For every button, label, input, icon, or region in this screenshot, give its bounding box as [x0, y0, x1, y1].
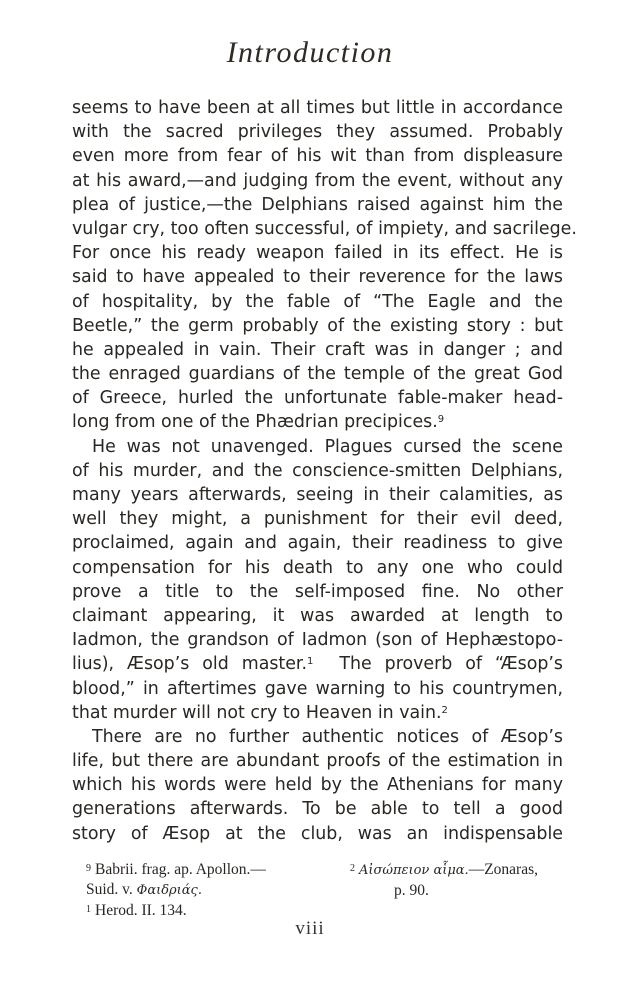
text-segment: long from one of the Phædrian precipices. [72, 412, 438, 433]
footnote-text: —Zonaras, [468, 861, 538, 878]
paragraph-first-line: There are no further authentic notices of Æsop’s [92, 726, 563, 747]
footnote-text: Herod. II. 134. [95, 902, 187, 919]
text-line [72, 701, 563, 725]
footnote-mark: 1 [86, 904, 91, 915]
text-line: of Greece, hurled the unfortunate fable-maker head- [72, 388, 563, 409]
footnote-2 [350, 860, 564, 881]
footnote-mark: 9 [86, 863, 91, 874]
text-line: seems to have been at all times but little in accordance [72, 98, 563, 118]
text-line: well they might, a punishment for their evil deed, [72, 509, 563, 530]
text-line: of hospitality, by the fable of “The Eagle and the [72, 291, 563, 312]
footnote-ref-9[interactable]: 9 [437, 414, 445, 426]
paragraph-first-line: He was not unavenged. Plagues cursed the scene [92, 436, 563, 457]
text-line: the enraged guardians of the temple of the great God [72, 364, 563, 385]
footnote-greek: Φαιδριάς. [136, 883, 202, 898]
footnote-ref-2[interactable]: 2 [441, 704, 448, 716]
footnote-9 [86, 860, 346, 880]
text-line: compensation for his death to any one who could [72, 557, 563, 578]
footnotes-right-column [350, 860, 564, 901]
text-line: story of Æsop at the club, was an indispensable [72, 823, 563, 844]
footnote-9-continued [86, 880, 346, 901]
text-line: said to have appealed to their reverence for the laws [72, 267, 563, 288]
footnote-ref-1[interactable]: 1 [307, 656, 314, 668]
text-line: many years afterwards, seeing in their calamities, as [72, 485, 563, 505]
text-line: claimant appearing, it was awarded at length to [72, 605, 563, 626]
text-line: proclaimed, again and again, their readiness to give [72, 533, 563, 554]
text-line: life, but there are abundant proofs of the estimation in [72, 751, 563, 772]
text-line [72, 410, 563, 434]
text-line: which his words were held by the Athenians for many [72, 775, 563, 796]
text-line: even more from fear of his wit than from displeasure [72, 146, 563, 167]
footnotes-left-column [86, 860, 346, 921]
text-line: Beetle,” the germ probably of the existing story : but [72, 315, 563, 336]
footnote-mark: 2 [350, 863, 355, 874]
running-title: Introduction [226, 36, 394, 69]
page-number: viii [295, 918, 325, 939]
text-segment: lius), Æsop’s old master. [72, 654, 308, 675]
text-line: at his award,—and judging from the event, without any [72, 170, 563, 191]
text-segment: The proverb of “Æsop’s [339, 654, 563, 675]
text-line: prove a title to the self-imposed fine. No other [72, 581, 563, 602]
text-line: he appealed in vain. Their craft was in danger ; and [72, 339, 563, 360]
text-line: plea of justice,—the Delphians raised against him the [72, 194, 563, 215]
text-segment: that murder will not cry to Heaven in vain. [72, 702, 442, 723]
text-line: of his murder, and the conscience-smitten Delphians, [72, 460, 563, 481]
text-line: Iadmon, the grandson of Iadmon (son of Hephæstopo- [72, 630, 563, 651]
footnote-greek: Αἰσώπειον αἷμα. [359, 863, 469, 878]
footnote-text: Babrii. frag. ap. Apollon.— [95, 861, 266, 878]
text-line: with the sacred privileges they assumed. Probably [72, 122, 563, 143]
text-line: For once his ready weapon failed in its effect. He is [72, 243, 563, 264]
footnote-text: Suid. v. [86, 881, 133, 898]
footnote-text: p. 90. [394, 882, 429, 899]
text-line: generations afterwards. To be able to tell a good [72, 799, 563, 820]
text-line: vulgar cry, too often successful, of impiety, and sacrilege. [72, 218, 577, 239]
text-line [72, 652, 563, 676]
body-text [72, 96, 577, 846]
text-line: blood,” in aftertimes gave warning to his countrymen, [72, 678, 563, 699]
footnote-2-continued [350, 881, 564, 901]
